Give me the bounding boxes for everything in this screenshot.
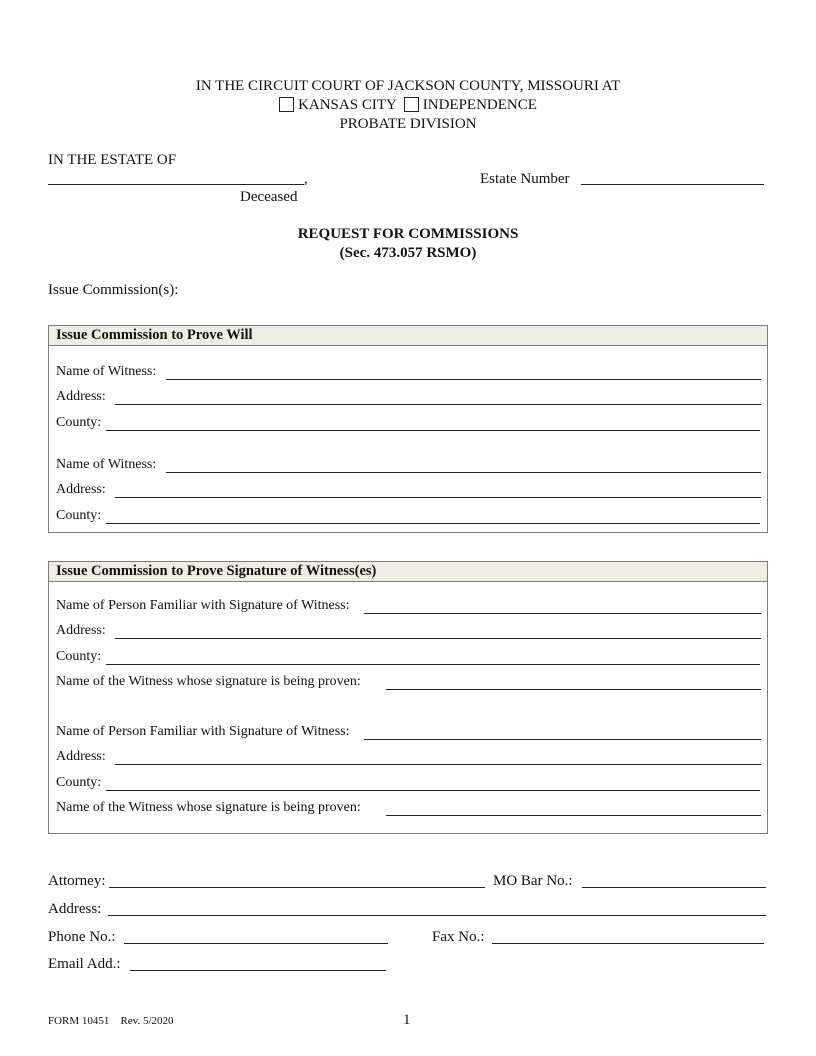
sig1-familiar-label: Name of Person Familiar with Signature of Witness: [56, 598, 350, 613]
sig2-familiar-label: Name of Person Familiar with Signature of Witness: [56, 724, 350, 739]
sig2-address-field[interactable] [115, 764, 761, 765]
prove-will-heading: Issue Commission to Prove Will [49, 326, 767, 346]
estate-number-label: Estate Number [480, 171, 570, 187]
will-witness1-county-label: County: [56, 415, 102, 430]
will-witness2-address-field[interactable] [115, 497, 761, 498]
independence-checkbox[interactable] [404, 97, 419, 112]
sig1-county-field[interactable] [106, 664, 760, 665]
attorney-field[interactable] [109, 887, 485, 888]
form-number-text: FORM 10451 [48, 1015, 110, 1027]
will-witness1-address-label: Address: [56, 389, 106, 404]
will-witness1-name-field[interactable] [166, 379, 761, 380]
sig2-county-field[interactable] [106, 790, 760, 791]
will-witness1-county-field[interactable] [106, 430, 760, 431]
caption-comma: , [304, 171, 308, 187]
sig2-witness-label: Name of the Witness whose signature is being proven: [56, 800, 361, 815]
will-witness1-name-label: Name of Witness: [56, 364, 157, 379]
prove-will-section [48, 325, 768, 533]
form-statute: (Sec. 473.057 RSMO) [339, 245, 477, 261]
sig2-address-label: Address: [56, 749, 106, 764]
sig1-familiar-field[interactable] [364, 613, 761, 614]
prove-signature-section [48, 561, 768, 834]
estate-of-label: IN THE ESTATE OF [48, 152, 177, 168]
will-witness2-address-label: Address: [56, 482, 106, 497]
estate-number-field[interactable] [581, 184, 764, 185]
sig1-witness-label: Name of the Witness whose signature is being proven: [56, 674, 361, 689]
will-witness2-name-field[interactable] [166, 472, 761, 473]
page-number: 1 [403, 1012, 411, 1028]
email-label: Email Add.: [48, 956, 121, 972]
will-witness2-county-field[interactable] [106, 523, 760, 524]
sig1-address-field[interactable] [115, 638, 761, 639]
sig2-witness-field[interactable] [386, 815, 761, 816]
will-witness2-name-label: Name of Witness: [56, 457, 157, 472]
sig2-familiar-field[interactable] [364, 739, 761, 740]
sig1-county-label: County: [56, 649, 102, 664]
independence-label: INDEPENDENCE [422, 97, 537, 113]
will-witness1-address-field[interactable] [115, 404, 761, 405]
form-number [48, 1015, 174, 1028]
attorney-label: Attorney: [48, 873, 106, 889]
court-heading: IN THE CIRCUIT COURT OF JACKSON COUNTY, MISSOURI AT [195, 78, 621, 94]
sig2-county-label: County: [56, 775, 102, 790]
decedent-name-field[interactable] [48, 184, 304, 185]
fax-label: Fax No.: [432, 929, 485, 945]
bar-number-label: MO Bar No.: [493, 873, 573, 889]
phone-label: Phone No.: [48, 929, 116, 945]
will-witness2-county-label: County: [56, 508, 102, 523]
location-options [0, 96, 816, 114]
issue-commissions-label: Issue Commission(s): [48, 282, 179, 298]
division-heading: PROBATE DIVISION [339, 116, 477, 132]
sig1-address-label: Address: [56, 623, 106, 638]
form-title: REQUEST FOR COMMISSIONS [297, 226, 519, 242]
sig1-witness-field[interactable] [386, 689, 761, 690]
fax-field[interactable] [492, 943, 764, 944]
bar-number-field[interactable] [582, 887, 766, 888]
prove-signature-heading: Issue Commission to Prove Signature of Witness(es) [49, 562, 767, 582]
deceased-label: Deceased [240, 189, 298, 205]
attorney-address-label: Address: [48, 901, 102, 917]
kansas-city-checkbox[interactable] [279, 97, 294, 112]
kansas-city-label: KANSAS CITY [298, 97, 397, 113]
form-revision: Rev. 5/2020 [120, 1015, 174, 1027]
attorney-address-field[interactable] [108, 915, 766, 916]
phone-field[interactable] [124, 943, 388, 944]
email-field[interactable] [130, 970, 386, 971]
